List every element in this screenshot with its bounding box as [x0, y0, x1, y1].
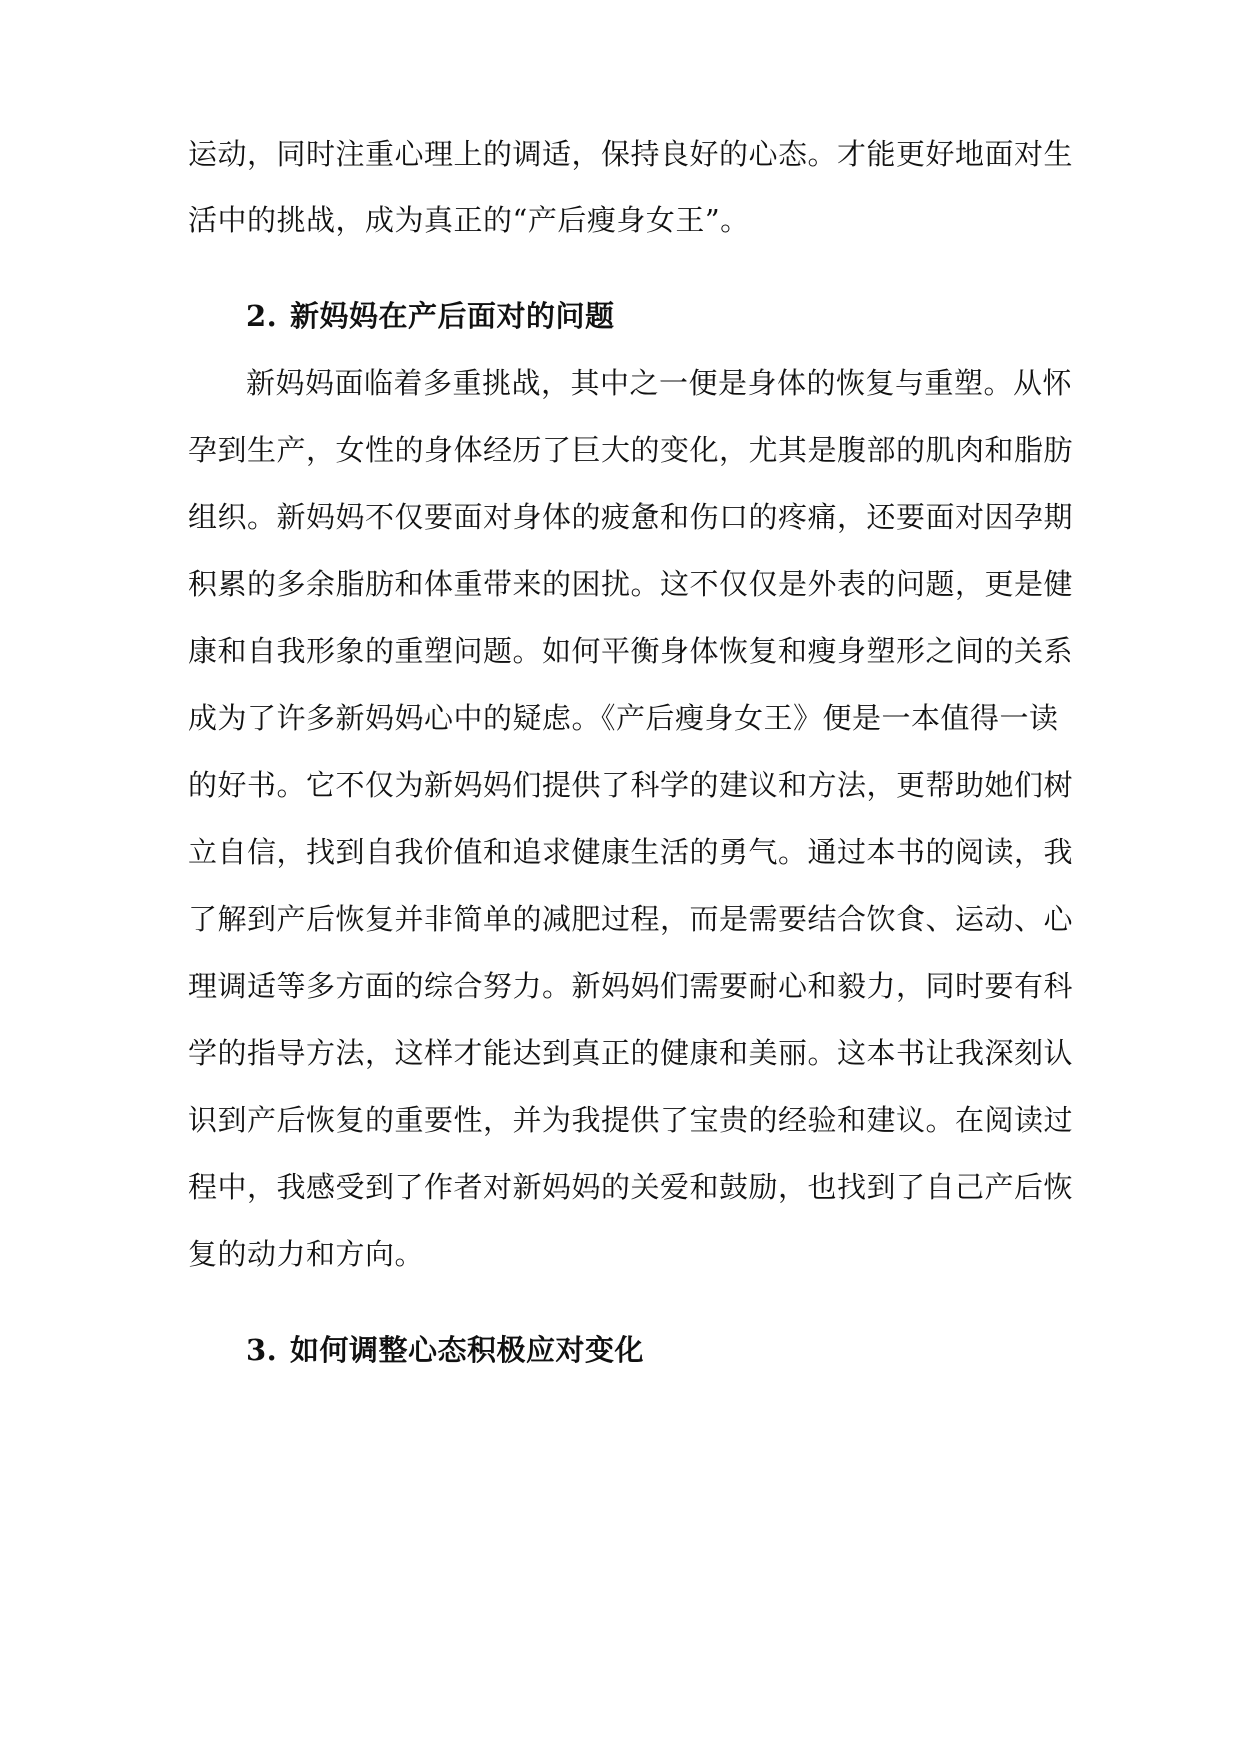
section-heading-2	[246, 296, 615, 336]
paragraph-line: 新妈妈面临着多重挑战，其中之一便是身体的恢复与重塑。从怀	[246, 366, 1073, 400]
paragraph-line: 程中，我感受到了作者对新妈妈的关爱和鼓励，也找到了自己产后恢	[188, 1170, 1074, 1204]
paragraph-line: 运动，同时注重心理上的调适，保持良好的心态。才能更好地面对生	[188, 137, 1074, 171]
paragraph-line: 活中的挑战，成为真正的“产后瘦身女王”。	[188, 203, 750, 237]
paragraph-line: 孕到生产，女性的身体经历了巨大的变化，尤其是腹部的肌肉和脂肪	[188, 433, 1074, 467]
paragraph-line: 积累的多余脂肪和体重带来的困扰。这不仅仅是外表的问题，更是健	[188, 567, 1074, 601]
section-title: 新妈妈在产后面对的问题	[290, 299, 615, 333]
paragraph-line: 康和自我形象的重塑问题。如何平衡身体恢复和瘦身塑形之间的关系	[188, 634, 1074, 668]
paragraph-line: 学的指导方法，这样才能达到真正的健康和美丽。这本书让我深刻认	[188, 1036, 1074, 1070]
section-title: 如何调整心态积极应对变化	[290, 1333, 645, 1367]
paragraph-line: 的好书。它不仅为新妈妈们提供了科学的建议和方法，更帮助她们树	[188, 768, 1074, 802]
paragraph-line: 理调适等多方面的综合努力。新妈妈们需要耐心和毅力，同时要有科	[188, 969, 1074, 1003]
paragraph-line: 成为了许多新妈妈心中的疑虑。《产后瘦身女王》便是一本值得一读	[188, 701, 1059, 735]
paragraph-line: 复的动力和方向。	[188, 1237, 425, 1271]
paragraph-line: 了解到产后恢复并非简单的减肥过程，而是需要结合饮食、运动、心	[188, 902, 1074, 936]
section-heading-3	[246, 1330, 644, 1370]
paragraph-line: 组织。新妈妈不仅要面对身体的疲惫和伤口的疼痛，还要面对因孕期	[188, 500, 1074, 534]
paragraph-line: 识到产后恢复的重要性，并为我提供了宝贵的经验和建议。在阅读过	[188, 1103, 1074, 1137]
section-number: 2.	[246, 299, 278, 333]
section-number: 3.	[246, 1333, 278, 1367]
paragraph-line: 立自信，找到自我价值和追求健康生活的勇气。通过本书的阅读，我	[188, 835, 1074, 869]
